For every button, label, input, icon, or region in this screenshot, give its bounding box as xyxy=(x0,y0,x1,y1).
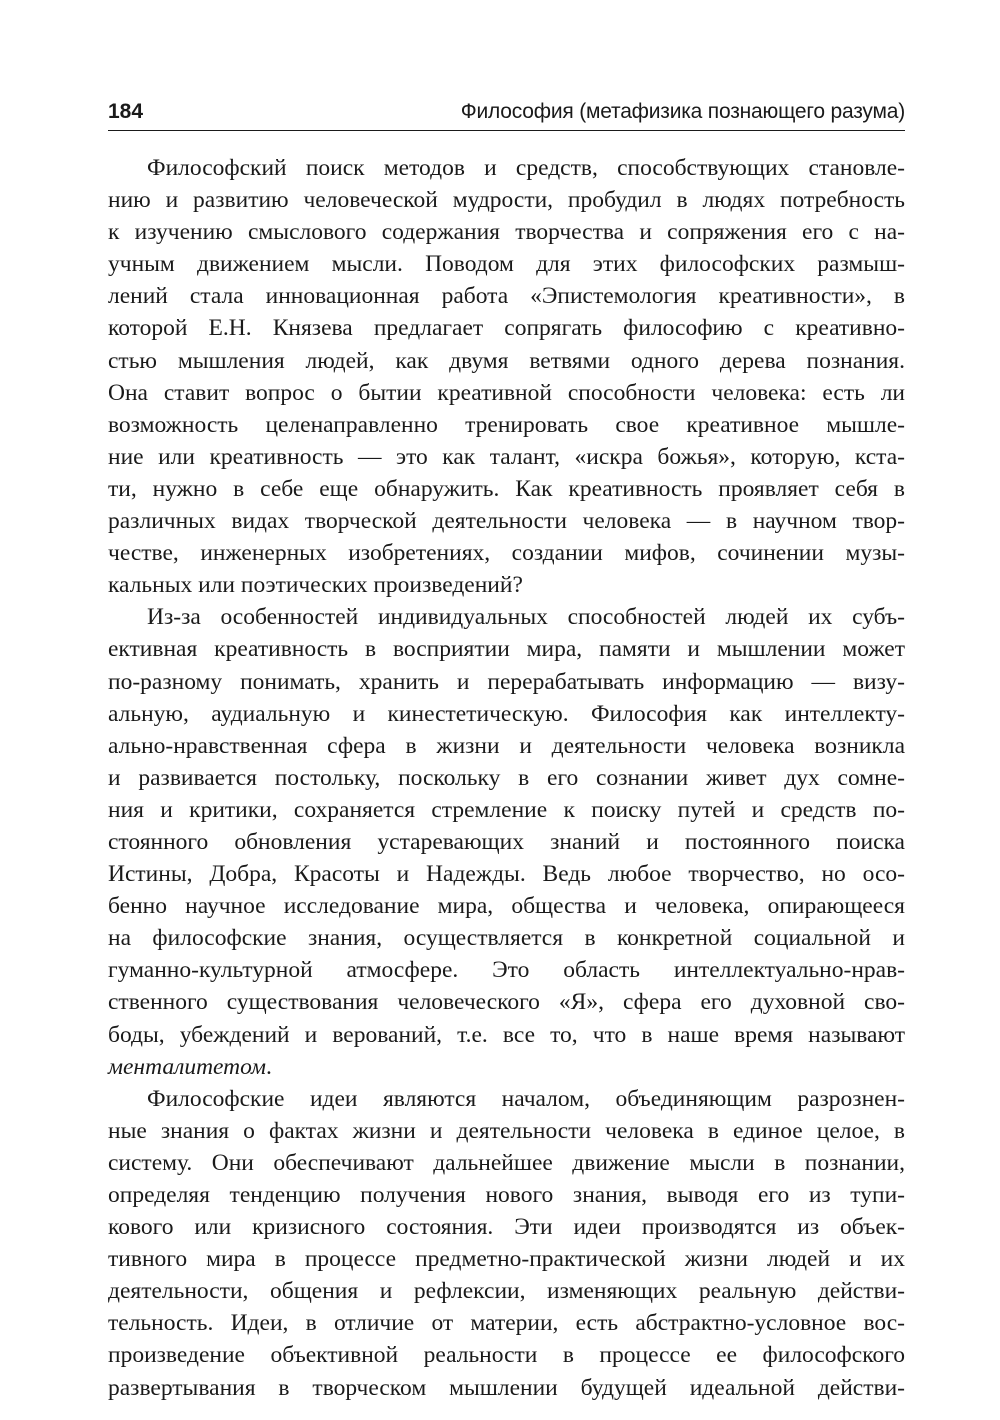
text-line: Из-за особенностей индивидуальных способностей людей их субъ- xyxy=(147,604,905,631)
paragraph-2 xyxy=(108,601,905,1082)
text-line: тивного мира в процессе предметно-практической жизни людей и их xyxy=(108,1246,905,1273)
text-line: возможность целенаправленно тренировать свое креативное мышле- xyxy=(108,411,905,438)
text-line: ние или креативность — это как талант, «искра божья», которую, кста- xyxy=(108,443,905,470)
text-line: Истины, Добра, Красоты и Надежды. Ведь любое творчество, но осо- xyxy=(108,861,905,888)
text-line: систему. Они обеспечивают дальнейшее движение мысли в познании, xyxy=(108,1149,905,1176)
text-line: ективная креативность в восприятии мира, памяти и мышлении может xyxy=(108,636,905,663)
text-line: альную, аудиальную и кинестетическую. Философия как интеллекту- xyxy=(108,700,905,727)
text-line: ные знания о фактах жизни и деятельности человека в единое целое, в xyxy=(108,1117,905,1144)
text-line: по-разному понимать, хранить и перерабатывать информацию — визу- xyxy=(108,668,905,695)
text-line: стью мышления людей, как двумя ветвями одного дерева познания. xyxy=(108,347,905,374)
text-line: стоянного обновления устаревающих знаний и постоянного поиска xyxy=(108,828,905,855)
text-line: ти, нужно в себе еще обнаружить. Как креативность проявляет себя в xyxy=(108,475,905,502)
text-line: Философский поиск методов и средств, способствующих становле- xyxy=(147,155,905,181)
emphasized-term: менталитетом xyxy=(108,1053,267,1080)
text-line: кальных или поэтических произведений? xyxy=(108,572,523,599)
text-line: ственного существования человеческого «Я», сфера его духовной сво- xyxy=(108,989,905,1016)
paragraph-3 xyxy=(108,1083,905,1404)
text-line: тельность. Идеи, в отличие от материи, есть абстрактно-условное вос- xyxy=(108,1310,905,1337)
text-line: гуманно-культурной атмосфере. Это область интеллектуально-нрав- xyxy=(108,957,905,984)
text-line: и развивается постольку, поскольку в его сознании живет дух сомне- xyxy=(108,764,905,791)
text-line: бенно научное исследование мира, общества и человека, опирающееся xyxy=(108,893,905,920)
text-line: боды, убеждений и верований, т.е. все то, что в наше время называют xyxy=(108,1021,905,1048)
text-line: различных видах творческой деятельности человека — в научном твор- xyxy=(108,508,905,535)
text-line: учным движением мысли. Поводом для этих философских размыш- xyxy=(108,251,905,278)
text-line: на философские знания, осуществляется в конкретной социальной и xyxy=(108,925,905,952)
text-line: ально-нравственная сфера в жизни и деятельности человека возникла xyxy=(108,732,905,759)
text-line: произведение объективной реальности в процессе ее философского xyxy=(108,1342,905,1369)
running-title: Философия (метафизика познающего разума) xyxy=(460,100,905,123)
text-line: честве, инженерных изобретениях, создании мифов, сочинении музы- xyxy=(108,540,905,567)
text-line: нию и развитию человеческой мудрости, пробудил в людях потребность xyxy=(108,187,905,214)
running-header xyxy=(108,96,905,131)
text-line: к изучению смыслового содержания творчества и сопряжения его с на- xyxy=(108,219,905,246)
sentence-end: . xyxy=(266,1053,272,1080)
text-line: развертывания в творческом мышлении будущей идеальной действи- xyxy=(108,1374,905,1401)
text-line: определяя тенденцию получения нового знания, выводя его из тупи- xyxy=(108,1182,905,1208)
paragraph-1 xyxy=(108,152,905,601)
text-line: деятельности, общения и рефлексии, изменяющих реальную действи- xyxy=(108,1278,905,1305)
page-number: 184 xyxy=(108,100,144,123)
text-line: лений стала инновационная работа «Эпистемология креативности», в xyxy=(108,283,905,310)
text-line: кового или кризисного состояния. Эти идеи производятся из объек- xyxy=(108,1214,905,1241)
text-line: Она ставит вопрос о бытии креативной способности человека: есть ли xyxy=(108,379,905,406)
text-line: Философские идеи являются началом, объединяющим разрознен- xyxy=(147,1085,905,1112)
text-line: которой Е.Н. Князева предлагает сопрягать философию с креативно- xyxy=(108,315,905,342)
body-text xyxy=(108,152,905,1404)
text-line xyxy=(108,1051,905,1083)
text-line: ния и критики, сохраняется стремление к поиску путей и средств по- xyxy=(108,796,905,823)
